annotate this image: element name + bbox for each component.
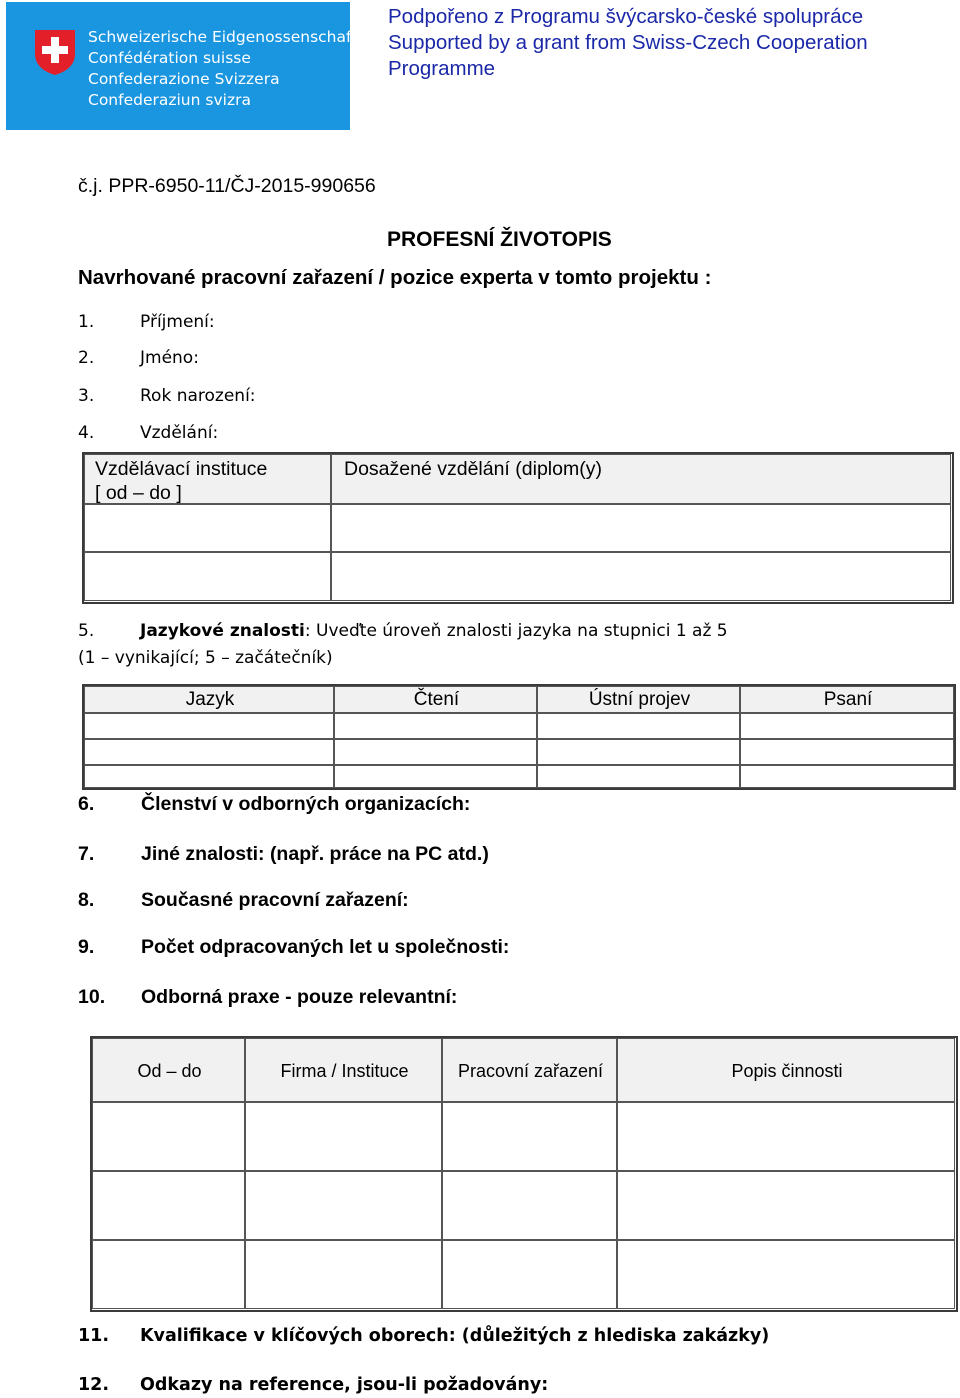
logo-line: Confederaziun svizra xyxy=(88,91,251,109)
field-number: 7. xyxy=(78,843,95,865)
field-label: Současné pracovní zařazení: xyxy=(141,889,409,911)
table-header-cell xyxy=(537,686,740,713)
table-header-cell xyxy=(442,1038,617,1102)
language-heading xyxy=(78,621,728,641)
education-table xyxy=(82,452,954,604)
field-number: 1. xyxy=(78,312,95,332)
field-number: 4. xyxy=(78,423,95,443)
table-cell[interactable] xyxy=(331,552,951,601)
swiss-confederation-logo xyxy=(6,2,358,130)
table-cell[interactable] xyxy=(92,1171,245,1240)
table-cell[interactable] xyxy=(740,739,954,765)
support-line: Supported by a grant from Swiss-Czech Cooperation xyxy=(388,31,868,54)
table-cell[interactable] xyxy=(334,765,537,788)
field-number: 9. xyxy=(78,936,95,958)
field-label: Rok narození: xyxy=(140,386,256,406)
field-label: Kvalifikace v klíčových oborech: (důležitých z hlediska zakázky) xyxy=(140,1326,770,1346)
table-header-cell xyxy=(84,686,334,713)
field-label: Členství v odborných organizacích: xyxy=(141,793,471,815)
table-cell[interactable] xyxy=(334,713,537,739)
table-cell[interactable] xyxy=(617,1102,955,1171)
position-heading: Navrhované pracovní zařazení / pozice experta v tomto projektu : xyxy=(78,266,712,289)
language-instructions: : Uveďte úroveň znalosti jazyka na stupnici 1 až 5 xyxy=(304,621,728,641)
table-cell[interactable] xyxy=(442,1171,617,1240)
header-text: Od – do xyxy=(137,1061,202,1081)
table-cell[interactable] xyxy=(245,1102,442,1171)
table-cell[interactable] xyxy=(740,713,954,739)
table-cell[interactable] xyxy=(442,1102,617,1171)
table-cell[interactable] xyxy=(537,765,740,788)
field-label: Odkazy na reference, jsou-li požadovány: xyxy=(140,1375,549,1395)
table-cell[interactable] xyxy=(245,1171,442,1240)
header-text: Popis činnosti xyxy=(731,1061,843,1081)
field-label: Počet odpracovaných let u společnosti: xyxy=(141,936,510,958)
reference-number: č.j. PPR-6950-11/ČJ-2015-990656 xyxy=(78,175,376,197)
table-cell[interactable] xyxy=(331,504,951,552)
language-table xyxy=(82,684,956,790)
table-header-cell xyxy=(740,686,954,713)
table-header-cell xyxy=(245,1038,442,1102)
field-number: 12. xyxy=(78,1375,110,1395)
table-cell[interactable] xyxy=(334,739,537,765)
table-cell[interactable] xyxy=(84,765,334,788)
logo-line: Confédération suisse xyxy=(88,49,251,67)
table-cell[interactable] xyxy=(84,713,334,739)
field-number: 10. xyxy=(78,986,106,1008)
table-cell[interactable] xyxy=(84,552,331,601)
logo-line: Confederazione Svizzera xyxy=(88,70,280,88)
table-cell[interactable] xyxy=(537,739,740,765)
support-line: Programme xyxy=(388,57,496,80)
header-text: Pracovní zařazení xyxy=(457,1061,604,1081)
field-label: Jméno: xyxy=(140,348,199,368)
swiss-flag-icon xyxy=(32,28,78,76)
header-text: Ústní projev xyxy=(588,689,691,710)
header-text: Firma / Instituce xyxy=(280,1061,409,1081)
page-title: PROFESNÍ ŽIVOTOPIS xyxy=(387,228,612,251)
table-header-cell xyxy=(92,1038,245,1102)
field-number: 5. xyxy=(78,621,95,641)
header-text: Vzdělávací instituce xyxy=(95,458,268,480)
field-label: Příjmení: xyxy=(140,312,215,332)
header-text: Dosažené vzdělání (diplom(y) xyxy=(344,458,602,480)
language-label: Jazykové znalosti xyxy=(140,621,305,641)
table-cell[interactable] xyxy=(740,765,954,788)
table-cell[interactable] xyxy=(84,504,331,552)
table-header-cell xyxy=(617,1038,955,1102)
field-number: 6. xyxy=(78,793,95,815)
table-cell[interactable] xyxy=(92,1240,245,1309)
table-header-cell xyxy=(84,454,331,504)
logo-line: Schweizerische Eidgenossenschaft xyxy=(88,28,358,46)
practice-table xyxy=(90,1036,958,1312)
table-cell[interactable] xyxy=(84,739,334,765)
field-number: 11. xyxy=(78,1326,110,1346)
table-cell[interactable] xyxy=(537,713,740,739)
header-text: [ od – do ] xyxy=(95,482,182,504)
support-notice xyxy=(388,4,948,82)
field-number: 3. xyxy=(78,386,95,406)
header-text: Čtení xyxy=(413,689,460,710)
field-label: Odborná praxe - pouze relevantní: xyxy=(141,986,458,1008)
table-cell[interactable] xyxy=(617,1240,955,1309)
field-label: Vzdělání: xyxy=(140,423,219,443)
field-number: 8. xyxy=(78,889,95,911)
table-cell[interactable] xyxy=(92,1102,245,1171)
support-line: Podpořeno z Programu švýcarsko-české spolupráce xyxy=(388,5,864,28)
header-text: Psaní xyxy=(823,689,873,710)
table-cell[interactable] xyxy=(245,1240,442,1309)
table-cell[interactable] xyxy=(442,1240,617,1309)
language-scale: (1 – vynikající; 5 – začátečník) xyxy=(78,648,333,668)
table-header-cell xyxy=(331,454,951,504)
field-label: Jiné znalosti: (např. práce na PC atd.) xyxy=(141,843,489,865)
table-header-cell xyxy=(334,686,537,713)
header-text: Jazyk xyxy=(185,689,235,710)
table-cell[interactable] xyxy=(617,1171,955,1240)
field-number: 2. xyxy=(78,348,95,368)
